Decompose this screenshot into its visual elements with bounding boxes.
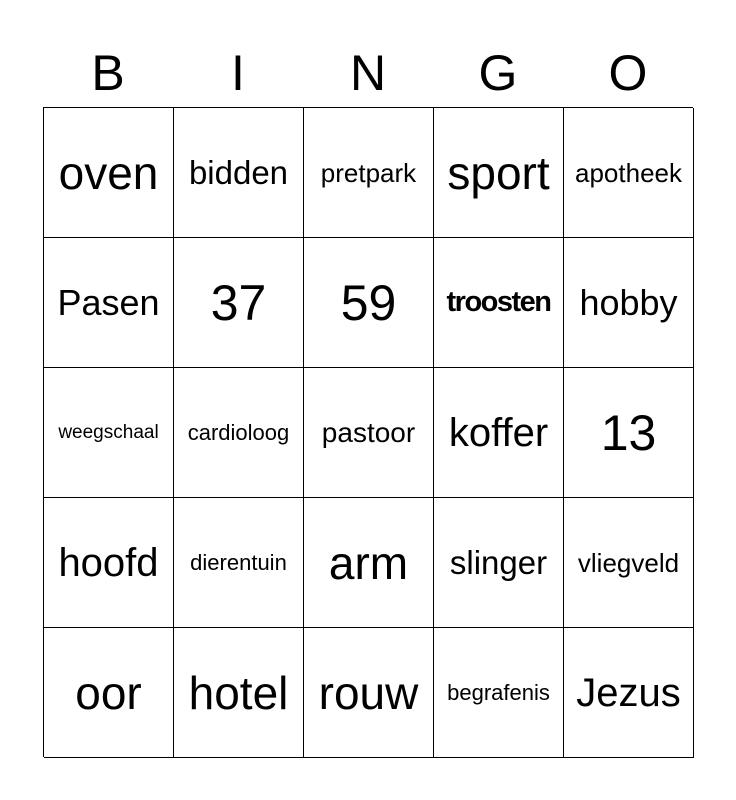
bingo-cell[interactable]: weegschaal	[44, 368, 174, 498]
bingo-cell[interactable]: Pasen	[44, 238, 174, 368]
bingo-header	[43, 40, 693, 106]
bingo-cell[interactable]: 13	[564, 368, 694, 498]
bingo-cell[interactable]: Jezus	[564, 628, 694, 758]
bingo-cell[interactable]: pastoor	[304, 368, 434, 498]
bingo-cell[interactable]: bidden	[174, 108, 304, 238]
bingo-cell[interactable]: hotel	[174, 628, 304, 758]
bingo-cell[interactable]: sport	[434, 108, 564, 238]
bingo-cell[interactable]: troosten	[434, 238, 564, 368]
bingo-cell[interactable]: cardioloog	[174, 368, 304, 498]
bingo-cell[interactable]: hobby	[564, 238, 694, 368]
bingo-cell[interactable]: 37	[174, 238, 304, 368]
bingo-cell[interactable]: rouw	[304, 628, 434, 758]
header-letter-b: B	[91, 45, 125, 101]
bingo-cell[interactable]: hoofd	[44, 498, 174, 628]
header-letter-n: N	[349, 45, 387, 101]
bingo-cell[interactable]: oor	[44, 628, 174, 758]
header-letter-i: I	[231, 45, 245, 101]
bingo-cell[interactable]: vliegveld	[564, 498, 694, 628]
bingo-cell[interactable]: koffer	[434, 368, 564, 498]
bingo-cell[interactable]: slinger	[434, 498, 564, 628]
bingo-cell[interactable]: oven	[44, 108, 174, 238]
bingo-cell[interactable]: 59	[304, 238, 434, 368]
bingo-cell[interactable]: pretpark	[304, 108, 434, 238]
bingo-cell[interactable]: dierentuin	[174, 498, 304, 628]
header-letter-g: G	[478, 45, 518, 101]
bingo-cell[interactable]: arm	[304, 498, 434, 628]
bingo-card-grid	[43, 107, 693, 757]
bingo-cell[interactable]: apotheek	[564, 108, 694, 238]
bingo-cell[interactable]: begrafenis	[434, 628, 564, 758]
header-letter-o: O	[608, 45, 648, 101]
